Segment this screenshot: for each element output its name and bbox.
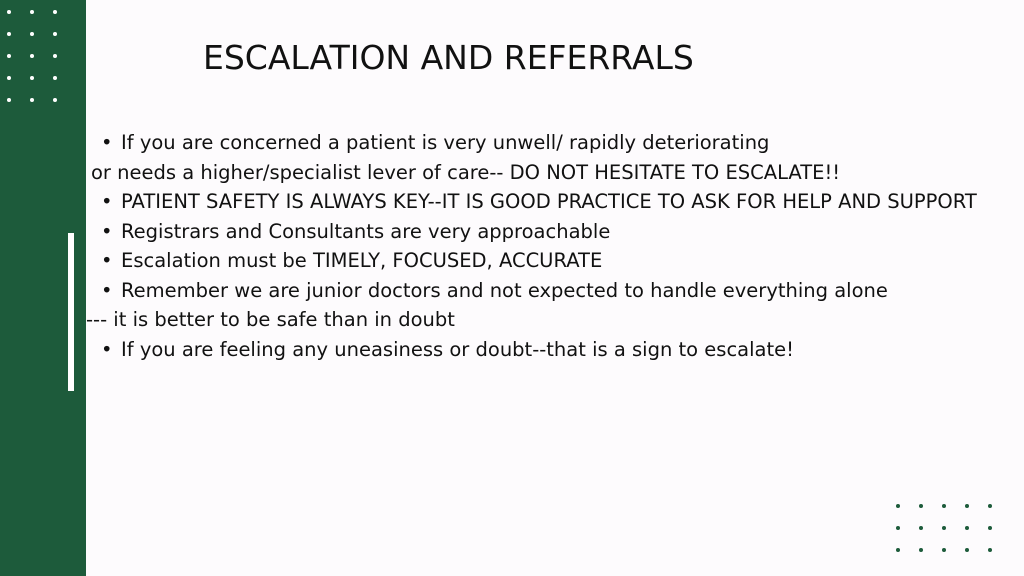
- dot-decoration: [988, 504, 992, 508]
- bullet-text: If you are concerned a patient is very unwell/ rapidly deteriorating: [121, 131, 770, 154]
- dot-decoration: [965, 548, 969, 552]
- dot-decoration: [896, 504, 900, 508]
- dot-decoration: [7, 54, 11, 58]
- bullet-icon: •: [101, 131, 113, 154]
- dot-decoration: [942, 548, 946, 552]
- dot-decoration: [965, 526, 969, 530]
- continuation-line-2: [86, 305, 1006, 335]
- dot-decoration: [53, 32, 57, 36]
- bullet-text: Remember we are junior doctors and not expected to handle everything alone: [121, 278, 888, 302]
- bullet-icon: •: [101, 337, 113, 361]
- dot-decoration: [53, 98, 57, 102]
- dot-decoration: [53, 10, 57, 14]
- bullet-text: Registrars and Consultants are very approachable: [121, 219, 611, 243]
- bullet-icon: •: [101, 249, 113, 272]
- dot-decoration: [53, 54, 57, 58]
- bullet-line-4: [86, 246, 1006, 276]
- bullet-line-2: [86, 187, 1006, 217]
- continuation-text: or needs a higher/specialist lever of care-- DO NOT HESITATE TO ESCALATE!!: [91, 160, 841, 184]
- bullet-line-6: [86, 335, 1006, 365]
- dot-decoration: [30, 10, 34, 14]
- dot-decoration: [942, 504, 946, 508]
- dot-decoration: [30, 54, 34, 58]
- dot-decoration: [30, 32, 34, 36]
- bullet-line-1: [86, 128, 1006, 158]
- left-sidebar-decoration: [0, 0, 86, 576]
- dot-decoration: [919, 526, 923, 530]
- slide-body: [86, 128, 1006, 364]
- dot-decoration: [965, 504, 969, 508]
- bullet-line-5: [86, 276, 1006, 306]
- dot-decoration: [896, 526, 900, 530]
- dot-decoration: [30, 76, 34, 80]
- bullet-icon: •: [101, 219, 113, 243]
- dot-decoration: [919, 548, 923, 552]
- accent-bar: [68, 233, 74, 391]
- dot-decoration: [7, 10, 11, 14]
- dot-decoration: [7, 98, 11, 102]
- dot-decoration: [988, 548, 992, 552]
- bullet-line-3: [86, 217, 1006, 247]
- dot-decoration: [7, 76, 11, 80]
- bullet-text: If you are feeling any uneasiness or doubt--that is a sign to escalate!: [121, 337, 794, 361]
- bullet-text: PATIENT SAFETY IS ALWAYS KEY--IT IS GOOD PRACTICE TO ASK FOR HELP AND SUPPORT: [121, 190, 977, 213]
- slide-title: ESCALATION AND REFERRALS: [203, 38, 694, 77]
- top-dot-pattern: [7, 10, 57, 102]
- dot-decoration: [896, 548, 900, 552]
- dot-decoration: [942, 526, 946, 530]
- bullet-text: Escalation must be TIMELY, FOCUSED, ACCURATE: [121, 249, 603, 272]
- continuation-line-1: [86, 158, 1006, 188]
- bullet-icon: •: [101, 278, 113, 302]
- dot-decoration: [7, 32, 11, 36]
- bottom-dot-pattern: [896, 504, 992, 552]
- dot-decoration: [988, 526, 992, 530]
- dot-decoration: [919, 504, 923, 508]
- dot-decoration: [53, 76, 57, 80]
- continuation-text: --- it is better to be safe than in doubt: [86, 308, 455, 331]
- bullet-icon: •: [101, 190, 113, 213]
- dot-decoration: [30, 98, 34, 102]
